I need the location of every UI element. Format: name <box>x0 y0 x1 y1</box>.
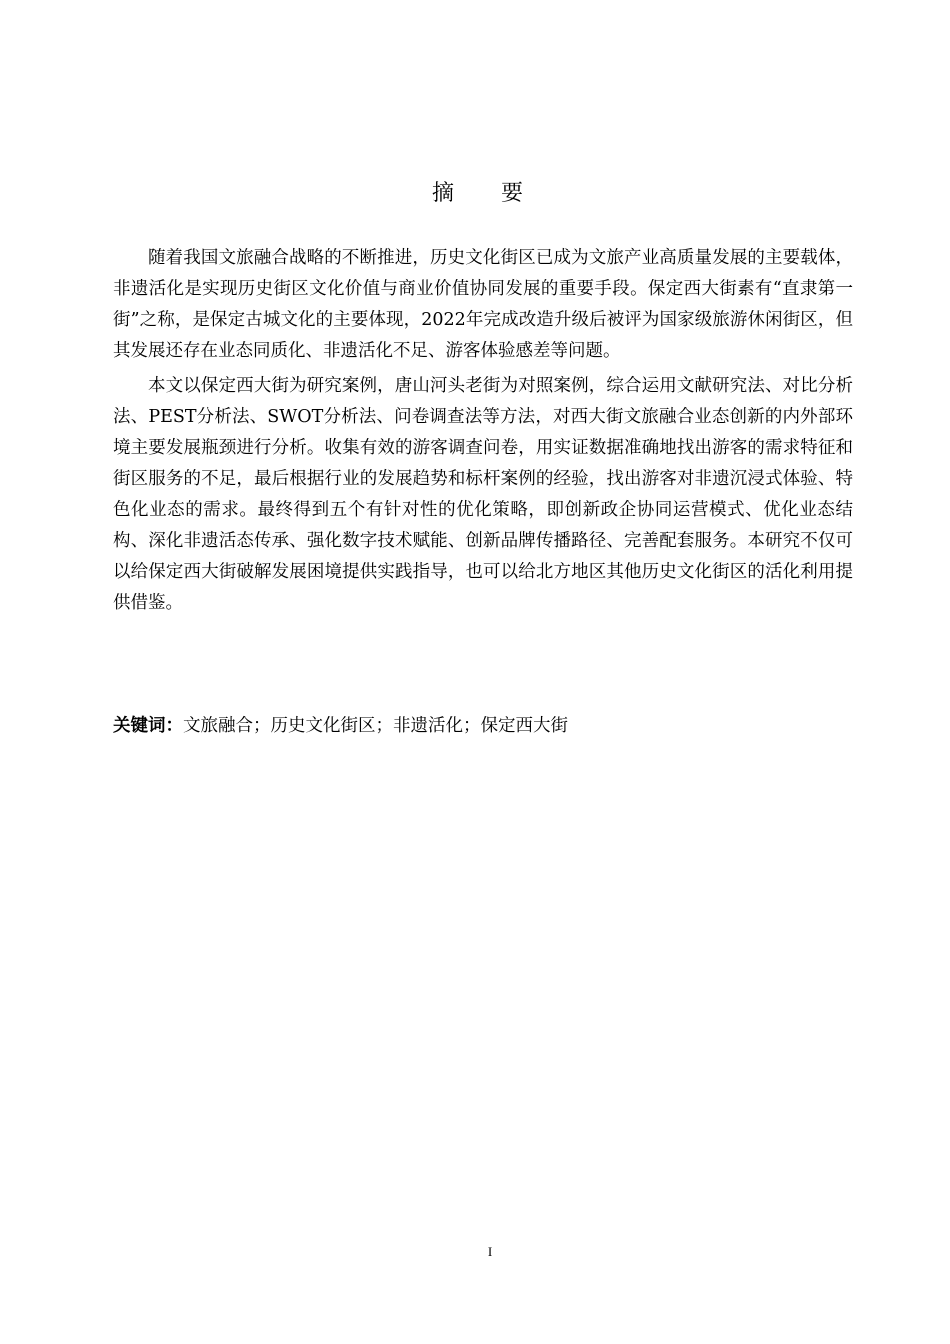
abstract-paragraph-2: 本文以保定西大街为研究案例，唐山河头老街为对照案例，综合运用文献研究法、对比分析法、PEST分析法、SWOT分析法、问卷调查法等方法，对西大街文旅融合业态创新的内外部环境主要发展瓶颈进行分析。收集有效的游客调查问卷，用实证数据准确地找出游客的需求特征和街区服务的不足，最后根据行业的发展趋势和标杆案例的经验，找出游客对非遗沉浸式体验、特色化业态的需求。最终得到五个有针对性的优化策略，即创新政企协同运营模式、优化业态结构、深化非遗活态传承、强化数字技术赋能、创新品牌传播路径、完善配套服务。本研究不仅可以给保定西大街破解发展困境提供实践指导，也可以给北方地区其他历史文化街区的活化利用提供借鉴。 <box>113 376 853 613</box>
keywords-line <box>113 711 853 741</box>
abstract-body <box>113 243 853 623</box>
abstract-paragraph-1: 随着我国文旅融合战略的不断推进，历史文化街区已成为文旅产业高质量发展的主要载体，非遗活化是实现历史街区文化价值与商业价值协同发展的重要手段。保定西大街素有“直隶第一街”之称，是保定古城文化的主要体现，2022年完成改造升级后被评为国家级旅游休闲街区，但其发展还存在业态同质化、非遗活化不足、游客体验感差等问题。 <box>113 248 853 361</box>
abstract-title: 摘 要 <box>432 181 543 206</box>
keywords-text: 文旅融合；历史文化街区；非遗活化；保定西大街 <box>183 716 568 736</box>
page-number: I <box>487 1244 493 1259</box>
keywords-label: 关键词： <box>113 716 183 736</box>
